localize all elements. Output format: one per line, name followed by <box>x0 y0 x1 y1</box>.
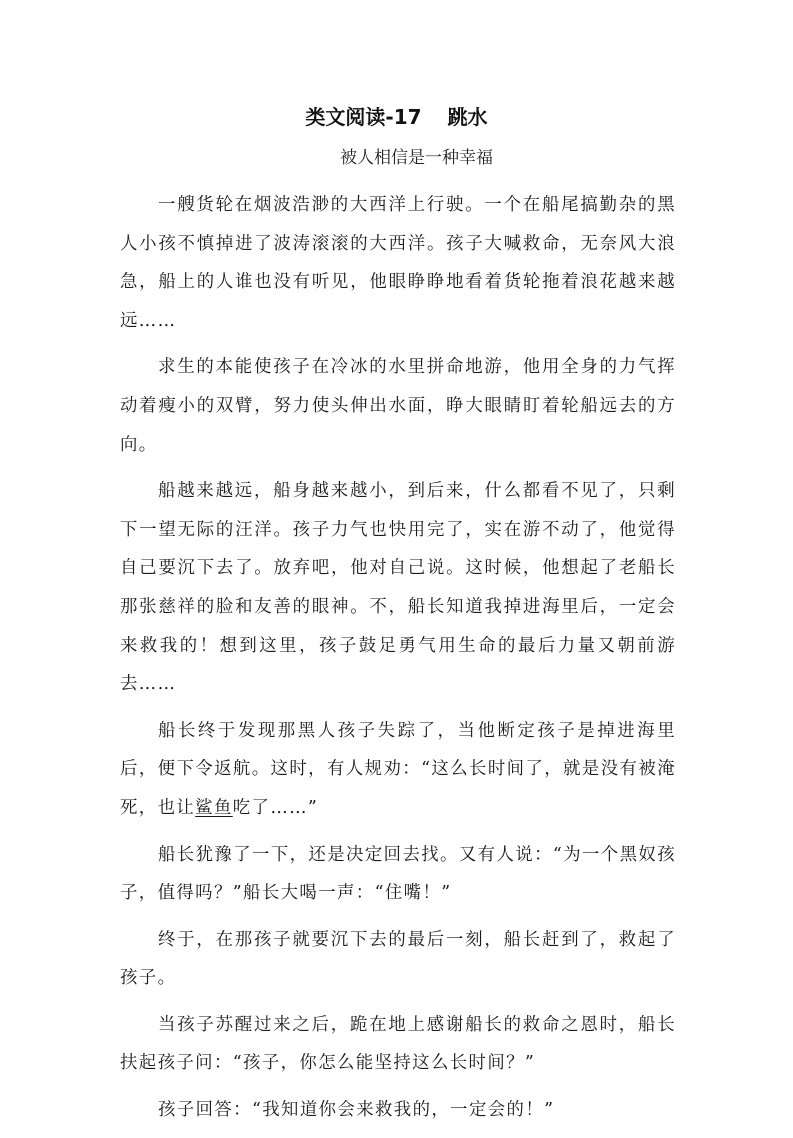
title-main: 类文阅读-17 <box>305 105 422 129</box>
paragraph-3: 船越来越远，船身越来越小，到后来，什么都看不见了，只剩下一望无际的汪洋。孩子力气也快用完了，实在游不动了，他觉得自己要沉下去了。放弃吧，他对自己说。这时候，他想起了老船长那张慈祥的脸和友善的眼神。不，船长知道我掉进海里后，一定会来救我的！想到这里，孩子鼓足勇气用生命的最后力量又朝前游去…… <box>120 481 676 695</box>
article-body <box>120 186 676 1138</box>
article-subtitle: 被人相信是一种幸福 <box>340 148 493 168</box>
paragraph-4 <box>120 712 676 828</box>
paragraph-8: 孩子回答：“我知道你会来救我的，一定会的！” <box>158 1100 555 1121</box>
paragraph-1: 一艘货轮在烟波浩渺的大西洋上行驶。一个在船尾搞勤杂的黑人小孩不慎掉进了波涛滚滚的大西洋。孩子大喊救命，无奈风大浪急，船上的人谁也没有听见，他眼睁睁地看着货轮拖着浪花越来越远…… <box>120 195 676 331</box>
title-topic: 跳水 <box>447 105 488 129</box>
underlined-word: 鲨鱼 <box>195 797 233 818</box>
paragraph-4-before: 船长终于发现那黑人孩子失踪了，当他断定孩子是掉进海里后，便下令返航。这时，有人规劝：“这么长时间了，就是没有被淹死，也让 <box>120 720 676 818</box>
paragraph-5: 船长犹豫了一下，还是决定回去找。又有人说：“为一个黑奴孩子，值得吗？”船长大喝一声：“住嘴！” <box>120 844 676 904</box>
paragraph-2: 求生的本能使孩子在冷冰的水里拼命地游，他用全身的力气挥动着瘦小的双臂，努力使头伸出水面，睁大眼睛盯着轮船远去的方向。 <box>120 357 676 455</box>
paragraph-6: 终于，在那孩子就要沉下去的最后一刻，船长赶到了，救起了孩子。 <box>120 929 676 989</box>
page-title <box>0 103 793 131</box>
paragraph-7: 当孩子苏醒过来之后，跪在地上感谢船长的救命之恩时，船长扶起孩子问：“孩子，你怎么能坚持这么长时间？” <box>120 1014 676 1074</box>
paragraph-4-after: 吃了……” <box>232 797 319 818</box>
